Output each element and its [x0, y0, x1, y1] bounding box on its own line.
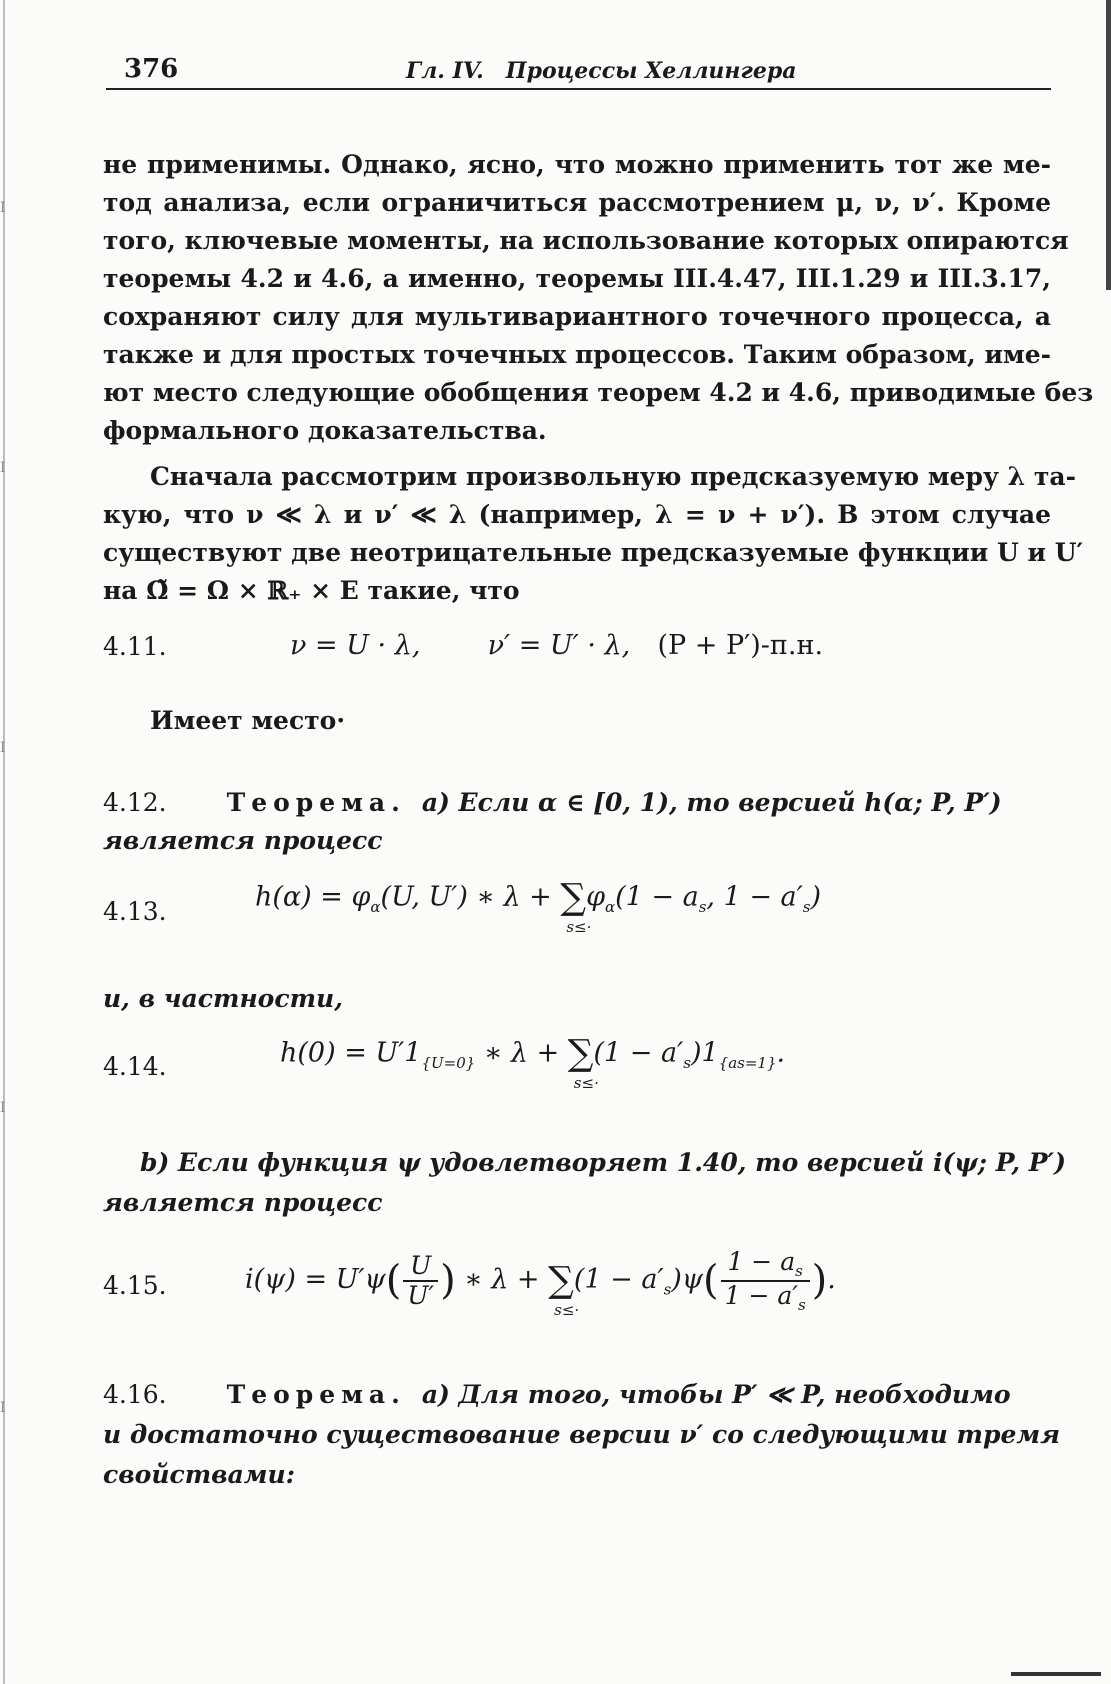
eq415-mid: ∗ λ + — [464, 1264, 540, 1295]
thm412-number: 4.12. — [103, 788, 167, 817]
sum-subscript: s≤· — [573, 1074, 599, 1092]
para1-line: не применимы. Однако, ясно, что можно применить тот же ме- — [103, 150, 1051, 179]
eq411-part3: (P + P′)-п.н. — [657, 630, 824, 661]
eq414-end: . — [776, 1037, 786, 1069]
sum-symbol: ∑ — [567, 1033, 594, 1074]
eq415-frac2 — [721, 1248, 810, 1313]
theorem-4-16-line2: и достаточно существование версии ν′ со следующими тремя — [103, 1420, 1061, 1449]
equation-number-4-14: 4.14. — [103, 1052, 167, 1081]
para2-line: Сначала рассмотрим произвольную предсказуемую меру λ та- — [150, 462, 1076, 491]
sum-subscript: s≤· — [566, 918, 592, 936]
eq415-frac1 — [403, 1252, 438, 1309]
eq415-end: . — [827, 1264, 836, 1295]
para1-line: ют место следующие обобщения теорем 4.2 и 4.6, приводимые без — [103, 378, 1094, 407]
para1-line: теоремы 4.2 и 4.6, а именно, теоремы III.4.47, III.1.29 и III.3.17, — [103, 264, 1051, 293]
part-b-line2: является процесс — [103, 1188, 383, 1217]
para1-line: того, ключевые моменты, на использование которых опираются — [103, 226, 1069, 255]
equation-4-15: i(ψ) = U′ψ( $\frac{U}{U'}$ ) ∗ λ + ∑ s≤· $(1 - a'_s)\psi$( $\frac{1 - a_s}{1 - a'_s}$ ). — [245, 1247, 836, 1319]
scan-mark: I — [0, 740, 6, 756]
frac2-num — [721, 1248, 810, 1282]
sum-symbol: ∑ — [548, 1259, 574, 1301]
page-number: 376 — [124, 54, 179, 84]
eq414-ind1: {a — [718, 1053, 738, 1072]
eq413-lhs-sub: α — [370, 897, 381, 916]
eq413-rhs-sub: α — [604, 897, 616, 916]
eq414-mid: ∗ λ + — [483, 1037, 560, 1069]
theorem-4-12-line2: является процесс — [103, 826, 383, 855]
scan-mark: I — [0, 200, 6, 216]
eq414-rhs2: )1 — [690, 1037, 719, 1069]
frac2-num-text: 1 − a — [727, 1247, 796, 1276]
scan-mark: I — [0, 460, 6, 476]
chapter-number: Гл. IV. — [406, 58, 484, 84]
para1-line: сохраняют силу для мультивариантного точечного процесса, а — [103, 302, 1051, 331]
equation-4-11 — [290, 630, 823, 661]
equation-4-14 — [280, 1033, 786, 1092]
eq413-sum — [560, 877, 592, 936]
eq413-rhs-s2: s — [802, 897, 811, 916]
eq413-rhs-s1: s — [698, 897, 707, 916]
para1-line: также и для простых точечных процессов. Таким образом, име- — [103, 340, 1051, 369]
eq413-rhs3: ) — [810, 881, 822, 913]
thm416-statement: a) Для того, чтобы P′ ≪ P, необходимо — [421, 1380, 1011, 1409]
thm412-statement: a) Если α ∈ [0, 1), то версией h(α; P, P′) — [421, 788, 1002, 817]
eq413-rhs1: (1 − a — [615, 881, 699, 913]
frac2-den-text: 1 − a′ — [724, 1280, 798, 1310]
frac2-den — [721, 1282, 810, 1314]
eq413-lhs: h(α) = φ — [255, 881, 371, 913]
frac2-num-s: s — [795, 1262, 803, 1280]
theorem-4-16-line3: свойствами: — [103, 1460, 295, 1489]
scan-bottom-line — [1011, 1672, 1101, 1676]
eq414-ind3: =1} — [744, 1053, 777, 1072]
eq414-lhs-sub: {U=0} — [421, 1053, 476, 1072]
eq411-part2: ν′ = U′ · λ, — [487, 630, 631, 661]
scan-edge-right — [1106, 0, 1111, 290]
running-header — [106, 52, 1051, 90]
eq415-rhs-s: s — [663, 1280, 672, 1299]
eq414-sum — [567, 1033, 599, 1092]
eq415-lhs: i(ψ) = U′ψ — [245, 1264, 386, 1295]
para1-line: тод анализа, если ограничиться рассмотрением μ, ν, ν′. Кроме — [103, 188, 1051, 217]
eq415-rhs2: )ψ — [671, 1264, 704, 1295]
frac2-den-s: s — [797, 1295, 806, 1314]
equation-number-4-11: 4.11. — [103, 632, 167, 661]
scan-mark: I — [0, 1400, 6, 1416]
scan-edge-left — [3, 0, 5, 1684]
para2-line: на Ω̃ = Ω × ℝ₊ × E такие, что — [103, 576, 520, 605]
equation-4-13 — [255, 877, 822, 936]
eq411-part1: ν = U · λ, — [290, 630, 421, 661]
eq413-rhs2: , 1 − a′ — [706, 881, 803, 913]
eq413-rhs-phi: φ — [586, 881, 605, 913]
eq414-ind2: s — [737, 1053, 745, 1072]
eq414-rhs-s: s — [683, 1053, 691, 1072]
frac1-num: U — [403, 1252, 438, 1282]
eq414-lhs: h(0) = U′1 — [280, 1037, 422, 1069]
eq414-rhs1: (1 − a′ — [593, 1037, 684, 1069]
sum-symbol: ∑ — [560, 877, 587, 918]
part-b-text: b) Если функция ψ удовлетворяет 1.40, то версией i(ψ; P, P′) — [140, 1148, 1066, 1177]
para2-line: кую, что ν ≪ λ и ν′ ≪ λ (например, λ = ν + ν′). В этом случае — [103, 500, 1051, 529]
thm416-label: Теорема. — [226, 1380, 406, 1409]
part-b-line1 — [140, 1148, 1066, 1177]
theorem-4-12-line1 — [103, 788, 1051, 817]
thm412-label: Теорема. — [226, 788, 406, 817]
equation-number-4-15: 4.15. — [103, 1271, 167, 1300]
chapter-title: Процессы Хеллингера — [505, 58, 797, 84]
imeet-mesto: Имеет место· — [150, 706, 346, 735]
para1-line: формального доказательства. — [103, 416, 547, 445]
scan-mark: I — [0, 1100, 6, 1116]
eq415-sum — [548, 1259, 580, 1319]
equation-number-4-13: 4.13. — [103, 897, 167, 926]
theorem-4-16-line1 — [103, 1380, 1051, 1409]
running-title — [406, 58, 796, 84]
thm416-number: 4.16. — [103, 1380, 167, 1409]
eq415-rhs1: (1 − a′ — [573, 1264, 664, 1295]
in-particular: и, в частности, — [103, 984, 343, 1013]
eq413-mid: (U, U′) ∗ λ + — [380, 881, 552, 913]
para2-line: существуют две неотрицательные предсказуемые функции U и U′ — [103, 538, 1084, 567]
frac1-den: U′ — [407, 1280, 435, 1310]
sum-subscript: s≤· — [554, 1300, 580, 1319]
